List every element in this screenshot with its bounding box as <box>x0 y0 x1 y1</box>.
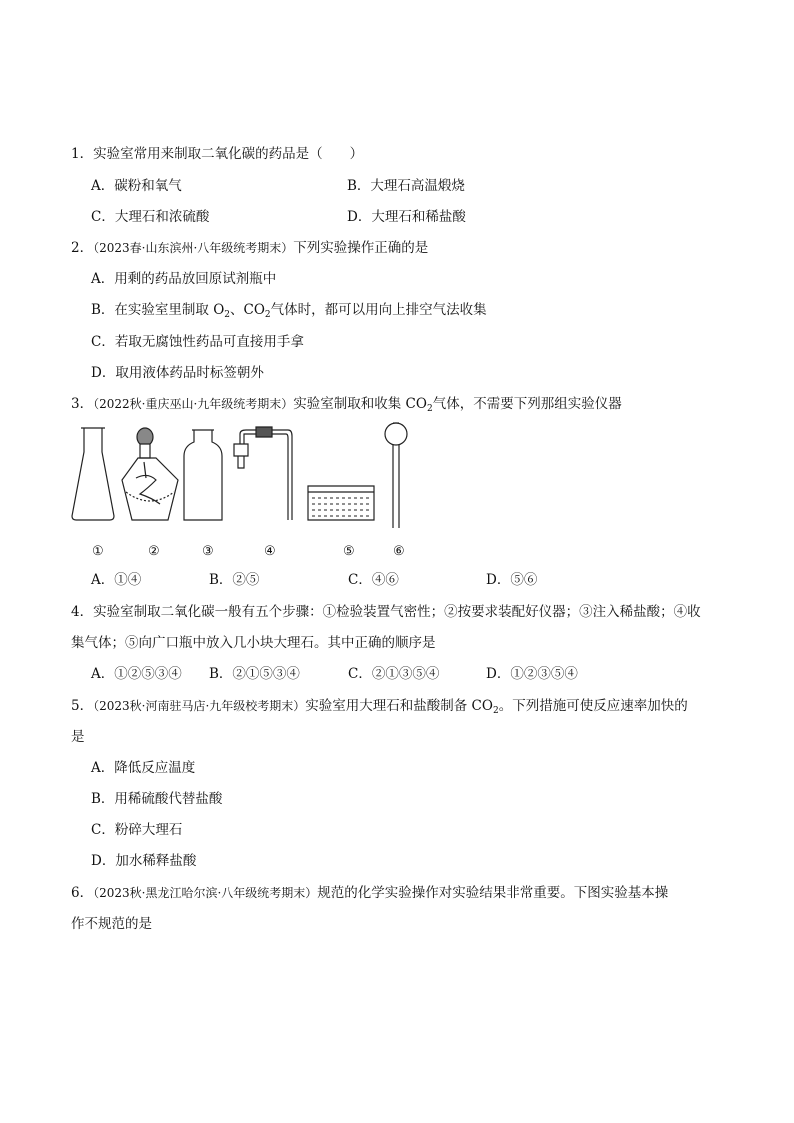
question-4-option-a: A．①②⑤③④ <box>91 666 182 682</box>
question-5-option-b: B．用稀硫酸代替盐酸 <box>91 791 223 807</box>
question-6-stem <box>71 884 668 902</box>
subscript-2: 2 <box>492 706 499 716</box>
apparatus-label-3: ③ <box>202 544 214 559</box>
question-2-option-a: A．用剩的药品放回原试剂瓶中 <box>91 271 277 287</box>
wide-mouth-bottle-icon <box>184 430 222 520</box>
question-3-option-d: D．⑤⑥ <box>486 572 538 588</box>
question-3-stem <box>71 395 622 413</box>
question-5-option-a: A．降低反应温度 <box>91 760 196 776</box>
question-3-text-post: 气体，不需要下列那组实验仪器 <box>432 396 622 412</box>
question-3-option-b: B．②⑤ <box>209 572 260 588</box>
question-1-option-b: B．大理石高温煅烧 <box>347 178 465 194</box>
question-5-text-pre: 实验室用大理石和盐酸制备 CO <box>305 698 493 714</box>
apparatus-label-1: ① <box>92 544 104 559</box>
question-6-number: 6． <box>71 885 94 901</box>
question-3-option-a: A．①④ <box>91 572 142 588</box>
question-4-stem-line1: 4．实验室制取二氧化碳一般有五个步骤：①检验装置气密性；②按要求装配好仪器；③注入稀盐酸；④收 <box>71 604 701 620</box>
question-5-text-post: 。下列措施可使反应速率加快的 <box>498 698 688 714</box>
question-2-option-c: C．若取无腐蚀性药品可直接用手拿 <box>91 334 304 350</box>
subscript-2: 2 <box>264 310 271 320</box>
subscript-2: 2 <box>426 404 433 414</box>
question-1-option-a: A．碳粉和氧气 <box>91 178 182 194</box>
question-3-source: （2022秋·重庆巫山·九年级统考期末） <box>93 397 294 411</box>
question-1-stem: 1．实验室常用来制取二氧化碳的药品是（ ） <box>71 146 364 162</box>
question-6-text: 规范的化学实验操作对实验结果非常重要。下图实验基本操 <box>317 885 669 901</box>
subscript-2: 2 <box>224 310 231 320</box>
question-3-text-pre: 实验室制取和收集 CO <box>293 396 427 412</box>
question-5-number: 5． <box>71 698 94 714</box>
question-2-option-b-post: 气体时，都可以用向上排空气法收集 <box>270 302 487 318</box>
water-trough-icon <box>308 486 374 520</box>
question-4-option-c: C．②①③⑤④ <box>348 666 440 682</box>
question-3-number: 3． <box>71 396 94 412</box>
delivery-tube-icon <box>234 427 292 520</box>
question-3-option-c: C．④⑥ <box>348 572 399 588</box>
lab-apparatus-figure <box>60 420 420 535</box>
question-5-stem <box>71 697 688 715</box>
question-4-option-b: B．②①⑤③④ <box>209 666 300 682</box>
question-4-stem-line2: 集气体；⑤向广口瓶中放入几小块大理石。其中正确的顺序是 <box>71 635 436 651</box>
question-5-option-c: C．粉碎大理石 <box>91 822 183 838</box>
question-1-option-d: D．大理石和稀盐酸 <box>347 209 466 225</box>
apparatus-label-4: ④ <box>264 544 276 559</box>
long-funnel-icon <box>385 423 407 528</box>
question-2-option-b <box>91 301 487 319</box>
question-2-number: 2． <box>71 240 94 256</box>
apparatus-label-5: ⑤ <box>343 544 355 559</box>
question-2-option-d: D．取用液体药品时标签朝外 <box>91 365 264 381</box>
question-5-stem-line2: 是 <box>71 729 85 745</box>
question-2-option-b-mid: 、CO <box>230 302 265 318</box>
question-6-stem-line2: 作不规范的是 <box>71 916 152 932</box>
question-1-option-c: C．大理石和浓硫酸 <box>91 209 210 225</box>
question-2-text: 下列实验操作正确的是 <box>293 240 429 256</box>
question-2-stem <box>71 239 428 257</box>
apparatus-label-2: ② <box>148 544 160 559</box>
question-5-option-d: D．加水稀释盐酸 <box>91 853 197 869</box>
alcohol-lamp-icon <box>122 428 178 520</box>
apparatus-label-6: ⑥ <box>393 544 405 559</box>
question-4-option-d: D．①②③⑤④ <box>486 666 578 682</box>
question-6-source: （2023秋·黑龙江哈尔滨·八年级统考期末） <box>93 886 318 900</box>
erlenmeyer-flask-icon <box>72 428 114 520</box>
question-5-source: （2023秋·河南驻马店·九年级校考期末） <box>93 699 306 713</box>
question-2-source: （2023春·山东滨州·八年级统考期末） <box>93 241 294 255</box>
question-2-option-b-pre: B．在实验室里制取 O <box>91 302 225 318</box>
